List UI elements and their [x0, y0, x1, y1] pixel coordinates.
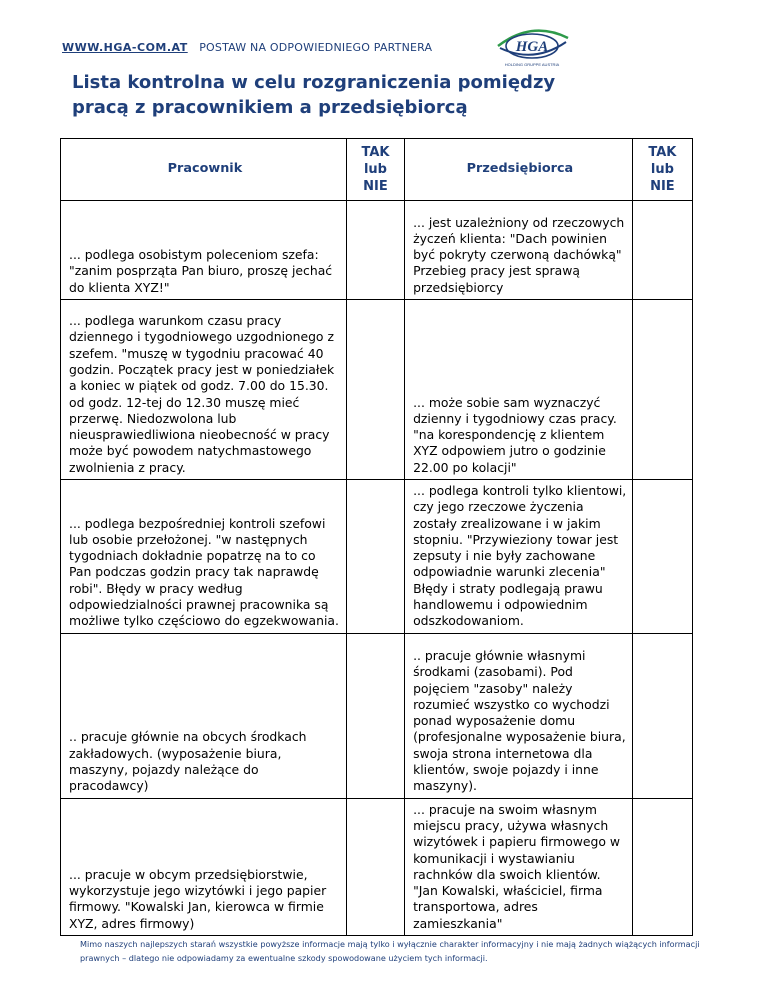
- page-title: Lista kontrolna w celu rozgraniczenia pomiędzy pracą z pracownikiem a przedsiębiorcą: [72, 72, 556, 118]
- logo-subtext: HOLDING GRUPPE AUSTRIA: [504, 62, 560, 67]
- employee-cell: .. pracuje głównie na obcych środkach zakładowych. (wyposażenie biura, maszyny, pojazdy należące do pracodawcy): [61, 633, 347, 798]
- entrepreneur-cell: .. pracuje głównie własnymi środkami (zasobami). Pod pojęciem "zasoby" należy rozumieć wszystko co wychodzi ponad wyposażenie domu (profesjonalne wyposażenie biura, swoja strona internetowa dla klientów, swoje pojazdy i inne maszyny).: [405, 633, 633, 798]
- yes-no-answer-cell[interactable]: [632, 300, 692, 480]
- header-nie: NIE: [363, 179, 388, 194]
- header-yes-no-employee: [346, 139, 404, 201]
- header-lub: lub: [650, 162, 674, 177]
- entrepreneur-cell: ... może sobie sam wyznaczyć dzienny i tygodniowy czas pracy. "na korespondencję z klientem XYZ odpowiem jutro o godzinie 22.00 po kolacji": [405, 300, 633, 480]
- table-row: [61, 633, 693, 798]
- yes-no-answer-cell[interactable]: [346, 201, 404, 300]
- employee-cell: ... pracuje w obcym przedsiębiorstwie, wykorzystuje jego wizytówki i jego papier firmowy. "Kowalski Jan, kierowca w firmie XYZ, adres firmowy): [61, 798, 347, 935]
- table-row: [61, 300, 693, 480]
- header-lub: lub: [363, 162, 387, 177]
- employee-cell: ... podlega osobistym poleceniom szefa: "zanim posprząta Pan biuro, proszę jechać do klienta XYZ!": [61, 201, 347, 300]
- employee-cell: ... podlega warunkom czasu pracy dziennego i tygodniowego uzgodnionego z szefem. "muszę w tygodniu pracować 40 godzin. Początek pracy jest w poniedziałek a koniec w piątek od godz. 7.00 do 15.30. od godz. 12-tej do 12.30 muszę mieć przerwę. Niedozwolona lub nieusprawiedliwiona nieobecność w pracy może być powodem natychmastowego zwolnienia z pracy.: [61, 300, 347, 480]
- table-header-row: [61, 139, 693, 201]
- header-tak: TAK: [648, 145, 677, 160]
- table-row: [61, 201, 693, 300]
- yes-no-answer-cell[interactable]: [346, 633, 404, 798]
- yes-no-answer-cell[interactable]: [346, 300, 404, 480]
- header-entrepreneur: Przedsiębiorca: [405, 139, 633, 201]
- hga-logo-icon: [494, 24, 572, 70]
- header-nie: NIE: [650, 179, 675, 194]
- table-row: [61, 480, 693, 634]
- yes-no-answer-cell[interactable]: [346, 798, 404, 935]
- employee-cell: ... podlega bezpośredniej kontroli szefowi lub osobie przełożonej. "w następnych tygodniach dokładnie popatrzę na to co Pan podczas godzin pracy tak naprawdę robi". Błędy w pracy według odpowiedzialności prawnej pracownika są możliwe tylko częściowo do egzekwowania.: [61, 480, 347, 634]
- header-employee: Pracownik: [61, 139, 347, 201]
- header-tagline: POSTAW NA ODPOWIEDNIEGO PARTNERA: [199, 41, 433, 54]
- entrepreneur-cell: ... pracuje na swoim własnym miejscu pracy, używa własnych wizytówek i papieru firmowego w komunikacji i wystawianiu rachnków dla swoich klientów. "Jan Kowalski, właściciel, firma transportowa, adres zamieszkania": [405, 798, 633, 935]
- entrepreneur-cell: ... podlega kontroli tylko klientowi, czy jego rzeczowe życzenia zostały zrealizowane i w jakim stopniu. "Przywieziony towar jest zepsuty i nie były zachowane odpowiadnie warunki zlecenia" Błędy i straty podlegają prawu handlowemu i odpowiednim odszkodowaniom.: [405, 480, 633, 634]
- logo-text: HGA: [515, 39, 549, 55]
- hga-logo: [494, 24, 572, 70]
- yes-no-answer-cell[interactable]: [632, 633, 692, 798]
- entrepreneur-cell: ... jest uzależniony od rzeczowych życzeń klienta: "Dach powinien być pokryty czerwoną dachówką" Przebieg pracy jest sprawą przedsiębiorcy: [405, 201, 633, 300]
- header-yes-no-entrepreneur: [632, 139, 692, 201]
- yes-no-answer-cell[interactable]: [632, 798, 692, 935]
- header-tak: TAK: [361, 145, 390, 160]
- yes-no-answer-cell[interactable]: [632, 201, 692, 300]
- yes-no-answer-cell[interactable]: [632, 480, 692, 634]
- yes-no-answer-cell[interactable]: [346, 480, 404, 634]
- table-row: [61, 798, 693, 935]
- page-header: [62, 41, 432, 54]
- checklist-table: [60, 138, 693, 936]
- website-link[interactable]: WWW.HGA-COM.AT: [62, 41, 188, 54]
- disclaimer-footer: Mimo naszych najlepszych starań wszystkie powyższe informacje mają tylko i wyłącznie charakter informacyjny i nie mają żadnych wiążących informacji prawnych – dlatego nie odpowiadamy za ewentualne szkody spowodowane użyciem tych informacji.: [80, 939, 700, 963]
